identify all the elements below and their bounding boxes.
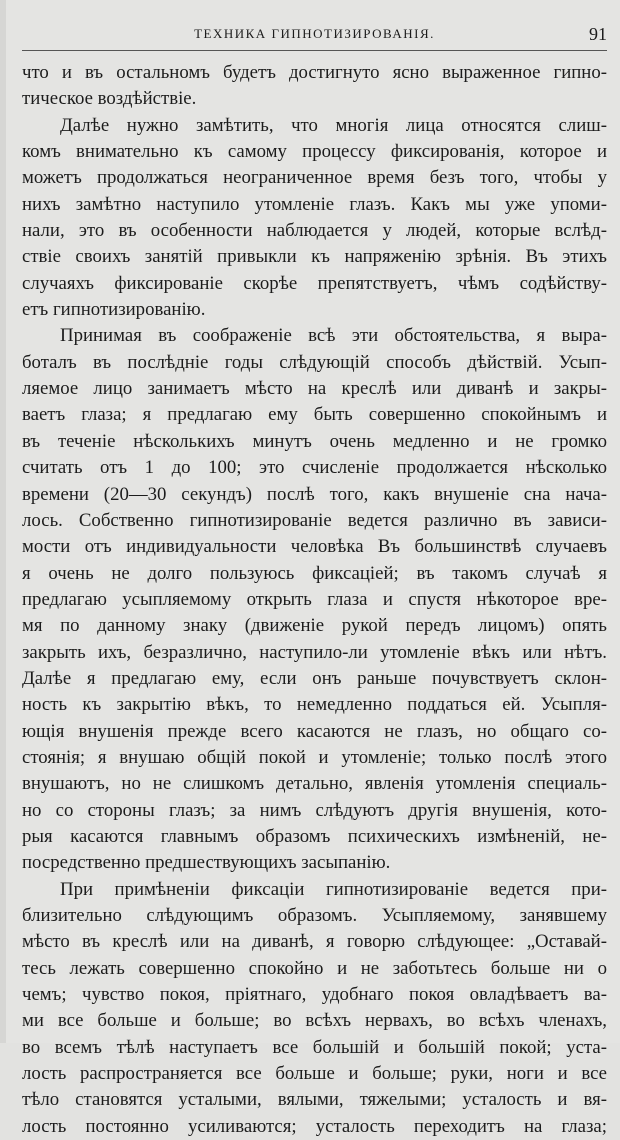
page-edge-shadow [0,0,6,1043]
text-line: что и въ остальномъ будетъ достигнуто ясно выраженное гипно- [22,62,607,83]
text-line: во всемъ тѣлѣ наступаетъ все большій и большій покой; уста- [22,1036,607,1058]
text-line: въ теченіе нѣсколькихъ минутъ очень медленно и не громко [22,430,607,452]
text-line: нали, это въ особенности наблюдается у людей, которые вслѣд- [22,220,607,242]
text-line: но со стороны глазъ; за нимъ слѣдуютъ другія внушенія, кото- [22,799,607,821]
text-line: При примѣненіи фиксаціи гипнотизированіе ведется при- [60,878,607,900]
text-line: ющія внушенія прежде всего касаются не глазъ, но общаго со- [22,720,607,742]
text-line: предлагаю усыпляемому открыть глаза и спустя нѣкоторое вре- [22,588,607,610]
text-line: закрыть ихъ, безразлично, наступило-ли утомленіе вѣкъ или нѣтъ. [22,641,607,663]
text-line: мѣсто въ креслѣ или на диванѣ, я говорю слѣдующее: „Оставай- [22,931,607,953]
text-line: считать отъ 1 до 100; это счисленіе продолжается нѣсколько [22,457,607,479]
text-line: Принимая въ соображеніе всѣ эти обстоятельства, я выра- [60,325,607,347]
page-number: 91 [589,24,607,44]
page-body-text [22,60,607,1140]
text-line: близительно слѣдующимъ образомъ. Усыпляемому, занявшему [22,905,607,926]
text-line: тическое воздѣйствіе. [22,88,197,110]
text-line: мости отъ индивидуальности человѣка Въ большинствѣ случаевъ [22,536,607,558]
text-line: ность къ закрытію вѣкъ, то немедленно поддаться ей. Усыпля- [22,694,607,716]
text-line: ляемое лицо занимаетъ мѣсто на креслѣ или диванѣ и закры- [22,378,607,400]
text-line: лость постоянно усиливаются; усталость переходитъ на глаза; [22,1115,607,1137]
text-line: Далѣе нужно замѣтить, что многія лица относятся слиш- [60,114,607,136]
text-line: Далѣе я предлагаю ему, если онъ раньше почувствуетъ склон- [22,667,607,689]
text-line: стоянія; я внушаю общій покой и утомленіе; только послѣ этого [22,746,607,768]
text-line: времени (20—30 секундъ) послѣ того, какъ внушеніе сна нача- [22,483,607,505]
text-line: рыя касаются главнымъ образомъ психическихъ измѣненій, не- [22,825,607,847]
text-line: ствіе своихъ занятій привыкли къ напряженію зрѣнія. Въ этихъ [22,246,607,268]
text-line: чемъ; чувство покоя, пріятнаго, удобнаго покоя овладѣваетъ ва- [22,984,607,1006]
running-header [22,26,607,48]
text-line: случаяхъ фиксированіе скорѣе препятствуетъ, чѣмъ содѣйству- [22,272,607,294]
text-line: нихъ замѣтно наступило утомленіе глазъ. Какъ мы уже упоми- [22,193,607,215]
text-line: я очень не долго пользуюсь фиксаціей; въ такомъ случаѣ я [22,562,607,584]
text-line: тѣло становятся усталыми, вялыми, тяжелыми; усталость и вя- [22,1089,607,1111]
text-line: посредственно предшествующихъ засыпанію. [22,852,391,874]
running-title: ТЕХНИКА ГИПНОТИЗИРОВАНІЯ. [194,26,435,41]
text-line: лость распространяется все больше и больше; руки, ноги и все [22,1063,607,1085]
header-rule [22,50,607,51]
text-line: етъ гипнотизированію. [22,299,206,321]
text-line: ми все больше и больше; во всѣхъ нервахъ, во всѣхъ членахъ, [22,1010,607,1032]
text-line: можетъ продолжаться неограниченное время безъ того, чтобы у [22,167,607,189]
text-line: боталъ въ послѣдніе годы слѣдующій способъ дѣйствій. Усып- [22,351,607,373]
text-line: тесь лежать совершенно спокойно и не заботьтесь больше ни о [22,957,607,979]
text-line: мя по данному знаку (движеніе рукой передъ лицомъ) опять [22,615,607,637]
text-line: комъ внимательно къ самому процессу фиксированія, которое и [22,141,607,163]
text-line: ваетъ глаза; я предлагаю ему быть совершенно спокойнымъ и [22,404,607,426]
text-line: внушаютъ, но не слишкомъ детально, явленія утомленія специаль- [22,773,607,795]
text-line: лось. Собственно гипнотизированіе ведется различно въ зависи- [22,509,607,531]
